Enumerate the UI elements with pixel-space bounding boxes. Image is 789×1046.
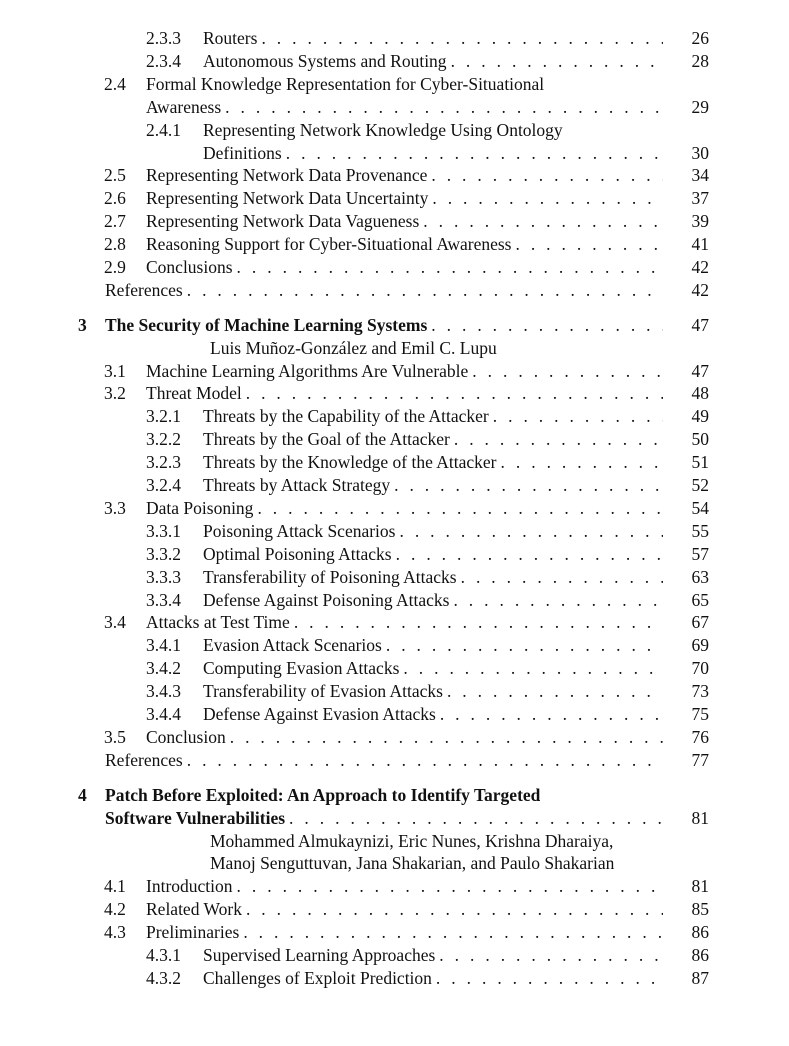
toc-entry: [0, 210, 789, 232]
page-number: 39: [691, 211, 709, 231]
section-number: 4.3: [104, 922, 126, 942]
dot-leader: [253, 497, 663, 519]
dot-leader: [435, 944, 663, 966]
section-number: 4.2: [104, 899, 126, 919]
dot-leader: [233, 256, 663, 278]
section-number: 3.5: [104, 727, 126, 747]
dot-leader: [392, 543, 663, 565]
toc-entry: [0, 256, 789, 278]
section-number: 2.7: [104, 211, 126, 231]
page-number: 55: [691, 521, 709, 541]
section-title: Supervised Learning Approaches: [203, 945, 436, 965]
page-number: 51: [691, 452, 709, 472]
section-title: Definitions: [203, 143, 282, 163]
dot-leader: [427, 314, 663, 336]
dot-leader: [443, 680, 663, 702]
section-number: 3.4: [104, 612, 126, 632]
toc-entry: [0, 360, 789, 382]
section-number: 2.6: [104, 188, 126, 208]
page-number: 63: [691, 567, 709, 587]
toc-entry: [0, 520, 789, 542]
page-number: 42: [691, 280, 709, 300]
dot-leader: [233, 875, 663, 897]
section-number: 2.8: [104, 234, 126, 254]
section-number: 2.3.4: [146, 51, 181, 71]
dot-leader: [449, 589, 663, 611]
section-number: 2.4: [104, 74, 126, 94]
section-title: The Security of Machine Learning Systems: [105, 315, 428, 335]
section-number: 4.1: [104, 876, 126, 896]
toc-entry: [0, 898, 789, 920]
section-number: 3.3: [104, 498, 126, 518]
section-title: Routers: [203, 28, 258, 48]
section-title: References: [105, 750, 183, 770]
section-number: 2.3.3: [146, 28, 181, 48]
toc-entry: [0, 497, 789, 519]
section-number: 2.9: [104, 257, 126, 277]
toc-authors: [105, 830, 789, 852]
section-number: 3.2.3: [146, 452, 181, 472]
toc-entry: [0, 96, 789, 118]
section-title: Software Vulnerabilities: [105, 808, 286, 828]
section-title: Representing Network Knowledge Using Ontology: [203, 120, 563, 140]
toc-authors: [105, 852, 789, 874]
page-number: 76: [691, 727, 709, 747]
section-number: 4.3.2: [146, 968, 181, 988]
page-number: 69: [691, 635, 709, 655]
section-title: Related Work: [146, 899, 242, 919]
page-number: 48: [691, 383, 709, 403]
page-number: 86: [691, 922, 709, 942]
page-number: 47: [691, 315, 709, 335]
section-title: Formal Knowledge Representation for Cyber-Situational: [146, 74, 545, 94]
page-number: 87: [691, 968, 709, 988]
section-number: 3.2.4: [146, 475, 181, 495]
section-number: 3.2.2: [146, 429, 181, 449]
toc-entry: [0, 566, 789, 588]
section-title: Representing Network Data Provenance: [146, 165, 428, 185]
section-number: 3.1: [104, 361, 126, 381]
page-number: 30: [691, 143, 709, 163]
dot-leader: [382, 634, 663, 656]
section-title: Challenges of Exploit Prediction: [203, 968, 432, 988]
page-number: 65: [691, 590, 709, 610]
page-number: 29: [691, 97, 709, 117]
page-number: 70: [691, 658, 709, 678]
section-number: 3.3.3: [146, 567, 181, 587]
page-number: 47: [691, 361, 709, 381]
dot-leader: [395, 520, 663, 542]
dot-leader: [457, 566, 663, 588]
section-title: Awareness: [146, 97, 222, 117]
section-number: 4: [78, 785, 87, 805]
toc-entry: [0, 680, 789, 702]
toc-entry: [0, 451, 789, 473]
section-number: 3: [78, 315, 87, 335]
page-number: 34: [691, 165, 709, 185]
dot-leader: [290, 611, 663, 633]
section-title: Preliminaries: [146, 922, 240, 942]
dot-leader: [432, 967, 663, 989]
section-number: 3.3.1: [146, 521, 181, 541]
toc-entry: [0, 73, 789, 95]
toc-entry: [0, 279, 789, 301]
dot-leader: [183, 749, 663, 771]
toc-entry: [0, 784, 789, 806]
page-number: 86: [691, 945, 709, 965]
section-title: Evasion Attack Scenarios: [203, 635, 382, 655]
section-title: Attacks at Test Time: [146, 612, 290, 632]
page-number: 81: [691, 808, 709, 828]
page-number: 52: [691, 475, 709, 495]
dot-leader: [257, 27, 663, 49]
toc-entry: [0, 314, 789, 336]
section-title: Poisoning Attack Scenarios: [203, 521, 396, 541]
section-title: Data Poisoning: [146, 498, 254, 518]
dot-leader: [239, 921, 663, 943]
toc-entry: [0, 187, 789, 209]
dot-leader: [242, 382, 663, 404]
section-title: Defense Against Poisoning Attacks: [203, 590, 450, 610]
author-names: Mohammed Almukaynizi, Eric Nunes, Krishna Dharaiya,: [210, 831, 614, 851]
section-title: Threats by the Capability of the Attacker: [203, 406, 489, 426]
toc-authors: [105, 337, 789, 359]
section-title: Threats by the Goal of the Attacker: [203, 429, 450, 449]
toc-entry: [0, 703, 789, 725]
toc-entry: [0, 589, 789, 611]
dot-leader: [427, 164, 663, 186]
section-title: Computing Evasion Attacks: [203, 658, 400, 678]
section-number: 3.4.3: [146, 681, 181, 701]
section-title: Patch Before Exploited: An Approach to Identify Targeted: [105, 785, 541, 805]
page-number: 26: [691, 28, 709, 48]
toc-entry: [0, 967, 789, 989]
toc-entry: [0, 543, 789, 565]
toc-entry: [0, 428, 789, 450]
dot-leader: [221, 96, 663, 118]
page-number: 28: [691, 51, 709, 71]
section-title: Conclusion: [146, 727, 226, 747]
section-title: Machine Learning Algorithms Are Vulnerable: [146, 361, 469, 381]
toc-entry: [0, 611, 789, 633]
dot-leader: [390, 474, 663, 496]
section-number: 3.3.4: [146, 590, 181, 610]
author-names: Manoj Senguttuvan, Jana Shakarian, and Paulo Shakarian: [210, 853, 615, 873]
section-title: Transferability of Evasion Attacks: [203, 681, 443, 701]
section-title: Threat Model: [146, 383, 242, 403]
section-title: Transferability of Poisoning Attacks: [203, 567, 457, 587]
toc-entry: [0, 119, 789, 141]
section-title: Threats by the Knowledge of the Attacker: [203, 452, 497, 472]
section-title: Reasoning Support for Cyber-Situational Awareness: [146, 234, 512, 254]
page-number: 49: [691, 406, 709, 426]
section-number: 3.4.2: [146, 658, 181, 678]
dot-leader: [447, 50, 663, 72]
dot-leader: [450, 428, 663, 450]
section-number: 3.2: [104, 383, 126, 403]
toc-entry: [0, 474, 789, 496]
dot-leader: [183, 279, 663, 301]
toc-entry: [0, 382, 789, 404]
dot-leader: [242, 898, 663, 920]
page-number: 75: [691, 704, 709, 724]
page-number: 81: [691, 876, 709, 896]
dot-leader: [428, 187, 663, 209]
page-number: 41: [691, 234, 709, 254]
page-number: 85: [691, 899, 709, 919]
dot-leader: [282, 142, 663, 164]
section-title: Defense Against Evasion Attacks: [203, 704, 436, 724]
section-title: References: [105, 280, 183, 300]
dot-leader: [468, 360, 663, 382]
toc-entry: [0, 634, 789, 656]
section-number: 2.4.1: [146, 120, 181, 140]
toc-entry: [0, 726, 789, 748]
section-number: 3.3.2: [146, 544, 181, 564]
section-title: Representing Network Data Vagueness: [146, 211, 420, 231]
toc-entry: [0, 944, 789, 966]
section-number: 3.2.1: [146, 406, 181, 426]
toc-entry: [0, 27, 789, 49]
section-title: Autonomous Systems and Routing: [203, 51, 447, 71]
section-title: Conclusions: [146, 257, 233, 277]
toc-entry: [0, 405, 789, 427]
page-number: 42: [691, 257, 709, 277]
toc-entry: [0, 50, 789, 72]
toc-entry: [0, 142, 789, 164]
section-title: Threats by Attack Strategy: [203, 475, 391, 495]
section-number: 2.5: [104, 165, 126, 185]
dot-leader: [489, 405, 663, 427]
section-number: 3.4.4: [146, 704, 181, 724]
page-number: 73: [691, 681, 709, 701]
page-number: 67: [691, 612, 709, 632]
toc-entry: [0, 749, 789, 771]
section-number: 4.3.1: [146, 945, 181, 965]
section-number: 3.4.1: [146, 635, 181, 655]
dot-leader: [497, 451, 663, 473]
page-number: 57: [691, 544, 709, 564]
section-title: Introduction: [146, 876, 233, 896]
section-title: Optimal Poisoning Attacks: [203, 544, 392, 564]
dot-leader: [285, 807, 663, 829]
page-number: 77: [691, 750, 709, 770]
page-number: 50: [691, 429, 709, 449]
toc-entry: [0, 164, 789, 186]
dot-leader: [226, 726, 663, 748]
toc-entry: [0, 807, 789, 829]
dot-leader: [399, 657, 663, 679]
page-number: 54: [691, 498, 709, 518]
dot-leader: [419, 210, 663, 232]
toc-entry: [0, 233, 789, 255]
author-names: Luis Muñoz-González and Emil C. Lupu: [210, 338, 497, 358]
page-number: 37: [691, 188, 709, 208]
toc-entry: [0, 875, 789, 897]
dot-leader: [436, 703, 663, 725]
section-title: Representing Network Data Uncertainty: [146, 188, 429, 208]
toc-entry: [0, 657, 789, 679]
toc-entry: [0, 921, 789, 943]
dot-leader: [511, 233, 663, 255]
